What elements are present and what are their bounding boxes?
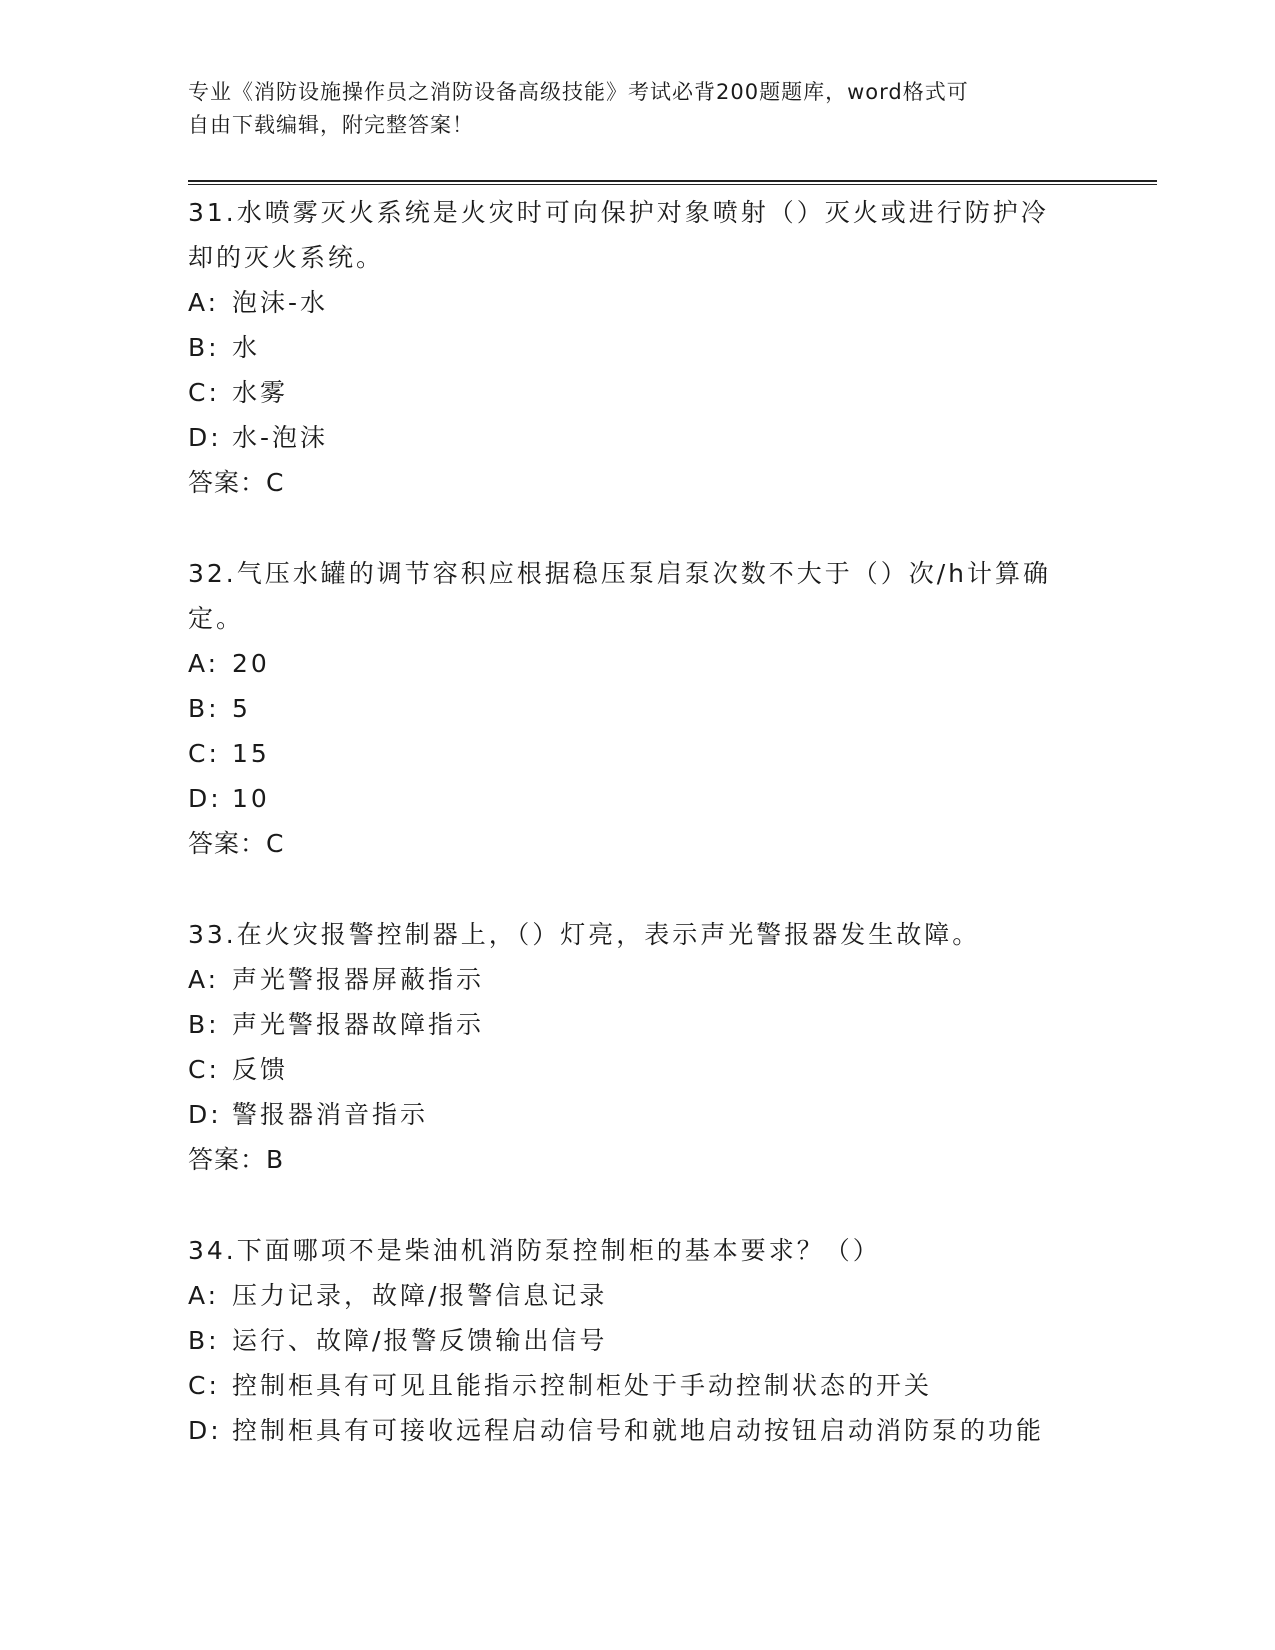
question-31	[188, 190, 1088, 505]
stem-line: 33.在火灾报警控制器上，（）灯亮，表示声光警报器发生故障。	[188, 920, 981, 949]
option-a	[188, 280, 1088, 325]
option-letter: B:	[188, 1010, 220, 1039]
option-text: 运行、故障/报警反馈输出信号	[232, 1326, 608, 1355]
option-text: 水雾	[232, 378, 289, 407]
question-33	[188, 912, 1088, 1182]
question-34	[188, 1228, 1088, 1453]
option-text: 水-泡沫	[232, 423, 329, 452]
option-letter: A:	[188, 288, 220, 317]
option-d	[188, 1092, 1088, 1137]
option-d	[188, 776, 1088, 821]
option-d	[188, 415, 1088, 460]
document-header	[188, 76, 1068, 142]
option-text: 20	[232, 649, 270, 678]
option-letter: D:	[188, 423, 222, 452]
option-b	[188, 1002, 1088, 1047]
option-b	[188, 686, 1088, 731]
option-c	[188, 731, 1088, 776]
option-text: 水	[232, 333, 261, 362]
question-list	[188, 190, 1088, 1499]
question-stem	[188, 1228, 1088, 1273]
option-text: 控制柜具有可见且能指示控制柜处于手动控制状态的开关	[232, 1371, 933, 1400]
stem-line: 34.下面哪项不是柴油机消防泵控制柜的基本要求？（）	[188, 1236, 881, 1265]
option-letter: C:	[188, 1371, 220, 1400]
option-b	[188, 325, 1088, 370]
header-line-1: 专业《消防设施操作员之消防设备高级技能》考试必背200题题库，word格式可	[188, 80, 969, 104]
option-letter: C:	[188, 378, 220, 407]
option-letter: A:	[188, 649, 220, 678]
question-stem	[188, 551, 1088, 641]
option-text: 反馈	[232, 1055, 289, 1084]
option-letter: A:	[188, 1281, 220, 1310]
option-c	[188, 370, 1088, 415]
stem-line: 31.水喷雾灭火系统是火灾时可向保护对象喷射（）灭火或进行防护冷	[188, 198, 1049, 227]
option-letter: C:	[188, 1055, 220, 1084]
question-stem	[188, 912, 1088, 957]
option-letter: C:	[188, 739, 220, 768]
option-d	[188, 1408, 1088, 1453]
option-text: 泡沫-水	[232, 288, 329, 317]
option-letter: D:	[188, 784, 222, 813]
option-text: 声光警报器故障指示	[232, 1010, 485, 1039]
answer-line: 答案：C	[188, 468, 285, 497]
stem-line: 却的灭火系统。	[188, 243, 385, 272]
header-line-2: 自由下载编辑，附完整答案！	[188, 113, 474, 137]
option-text: 10	[232, 784, 270, 813]
question-stem	[188, 190, 1088, 280]
answer-line: 答案：B	[188, 1145, 285, 1174]
option-letter: D:	[188, 1100, 222, 1129]
option-text: 警报器消音指示	[232, 1100, 429, 1129]
question-32	[188, 551, 1088, 866]
option-letter: B:	[188, 333, 220, 362]
option-letter: D:	[188, 1416, 222, 1445]
option-letter: B:	[188, 1326, 220, 1355]
stem-line: 32.气压水罐的调节容积应根据稳压泵启泵次数不大于（）次/h计算确	[188, 559, 1052, 588]
answer-line: 答案：C	[188, 829, 285, 858]
header-divider	[188, 180, 1157, 185]
option-text: 5	[232, 694, 251, 723]
stem-line: 定。	[188, 604, 245, 633]
option-a	[188, 641, 1088, 686]
option-text: 声光警报器屏蔽指示	[232, 965, 485, 994]
option-a	[188, 1273, 1088, 1318]
option-letter: B:	[188, 694, 220, 723]
option-text: 压力记录，故障/报警信息记录	[232, 1281, 608, 1310]
option-letter: A:	[188, 965, 220, 994]
option-text: 15	[232, 739, 270, 768]
option-text: 控制柜具有可接收远程启动信号和就地启动按钮启动消防泵的功能	[232, 1416, 1045, 1445]
option-c	[188, 1047, 1088, 1092]
option-c	[188, 1363, 1088, 1408]
option-b	[188, 1318, 1088, 1363]
option-a	[188, 957, 1088, 1002]
